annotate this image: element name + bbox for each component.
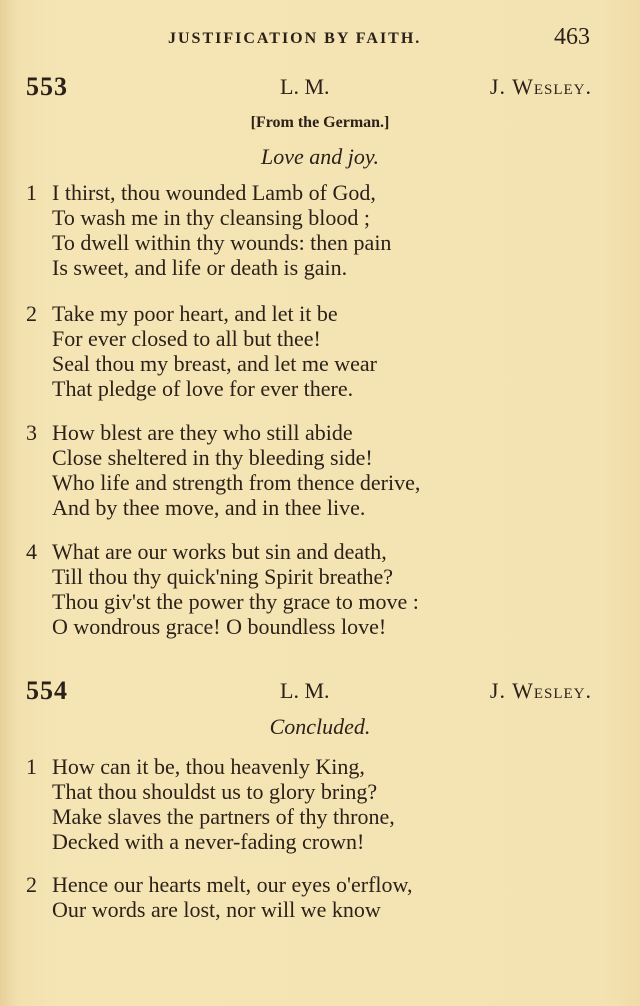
verse-line: I thirst, thou wounded Lamb of God, (52, 180, 376, 205)
verse-line: Make slaves the partners of thy throne, (52, 804, 395, 829)
page-header (0, 24, 640, 54)
hymn-meter: L. M. (280, 74, 330, 99)
hymn-554-heading (0, 676, 640, 710)
hymn-553-heading (0, 72, 640, 106)
hymn-author: J. Wesley. (489, 678, 592, 703)
stanza-number: 2 (26, 301, 37, 326)
hymn-number: 554 (26, 676, 68, 705)
verse-line: Decked with a never-fading crown! (52, 829, 365, 854)
hymn-subtitle: Concluded. (269, 714, 371, 739)
verse-line: Take my poor heart, and let it be (52, 301, 338, 326)
verse-line: Seal thou my breast, and let me wear (52, 351, 378, 376)
stanza-number: 4 (26, 539, 37, 564)
verse-line: For ever closed to all but thee! (52, 326, 321, 351)
verse-line: Thou giv'st the power thy grace to move : (52, 589, 419, 614)
hymn-meter: L. M. (280, 678, 330, 703)
hymn-number: 553 (26, 72, 68, 101)
verse-line: Is sweet, and life or death is gain. (52, 255, 348, 280)
verse-line: That pledge of love for ever there. (52, 376, 354, 401)
stanza-number: 1 (26, 180, 37, 205)
verse-line: Who life and strength from thence derive, (52, 470, 421, 495)
verse-line: And by thee move, and in thee live. (52, 495, 366, 520)
hymn-author: J. Wesley. (489, 74, 592, 99)
verse-line: Our words are lost, nor will we know (52, 897, 381, 922)
verse-line: What are our works but sin and death, (52, 539, 387, 564)
verse-line: How blest are they who still abide (52, 420, 353, 445)
verse-line: That thou shouldst us to glory bring? (52, 779, 378, 804)
verse-line: O wondrous grace! O boundless love! (52, 614, 387, 639)
verse-line: How can it be, thou heavenly King, (52, 754, 365, 779)
running-title: JUSTIFICATION BY FAITH. (168, 30, 422, 47)
hymn-source: [From the German.] (250, 114, 390, 131)
stanza-number: 2 (26, 872, 37, 897)
verse-line: To dwell within thy wounds: then pain (52, 230, 392, 255)
stanza-number: 3 (26, 420, 37, 445)
page-number: 463 (554, 24, 590, 50)
verse-line: Hence our hearts melt, our eyes o'erflow, (52, 872, 413, 897)
verse-line: To wash me in thy cleansing blood ; (52, 205, 371, 230)
stanza-number: 1 (26, 754, 37, 779)
verse-line: Close sheltered in thy bleeding side! (52, 445, 373, 470)
hymn-subtitle: Love and joy. (261, 144, 379, 169)
verse-line: Till thou thy quick'ning Spirit breathe? (52, 564, 394, 589)
